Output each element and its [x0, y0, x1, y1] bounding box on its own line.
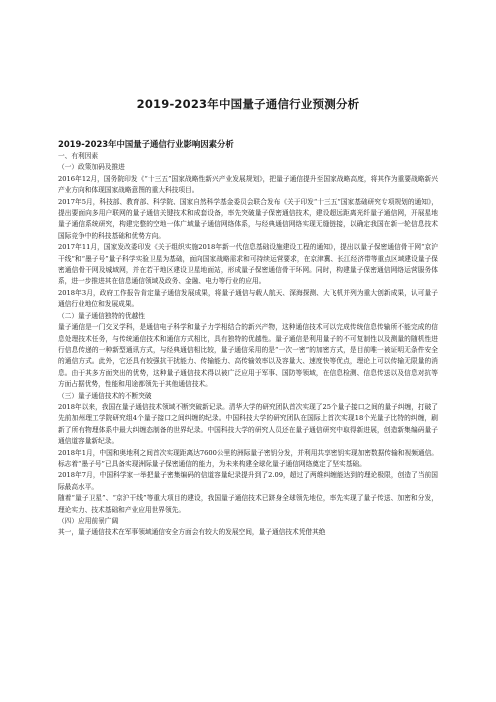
paragraph: 随着“量子卫星”、“京沪干线”等重大项目的建设，我国量子通信技术已跻身全球领先地位，率先实现了量子传送、加密和分发，理论实力、技术基础和产业应用世界领先。: [58, 494, 438, 514]
document-title: 2019-2023年中国量子通信行业预测分析: [136, 97, 360, 111]
paragraph: 2018年以来，我国在量子通信技术领域不断突破新记录。清华大学的研究团队首次实现了25个量子接口之间的量子纠缠，打破了先前加州理工学院研究组4个量子接口之间纠缠的纪录。中国科技大学的研究团队在国际上首次实现18个光量子比特的纠缠，刷新了所有物理体系中最大纠缠态制备的世界纪录。中国科技大学的研究人员还在量子通信研究中取得新进展，创造新集编码量子通信道容量新纪录。: [58, 402, 438, 446]
paragraph: 2018年1月，中国和奥地利之间首次实现距离达7600公里的洲际量子密钥分发，并利用共享密钥实现加密数据传输和视频通信。标志着“墨子号”已具备实现洲际量子保密通信的能力，为未来构建全球化量子通信网络奠定了坚实基础。: [58, 448, 438, 468]
subheading: （一）政策加码及推进: [58, 163, 125, 172]
paragraph: 其一，量子通信技术在军事领域通信安全方面会有较大的发展空间，量子通信技术凭借其绝: [58, 528, 326, 537]
subheading: 一、有利因素: [58, 152, 99, 160]
document-body: [58, 151, 438, 539]
paragraph: 量子通信是一门交叉学科，是通信电子科学和量子力学相结合的新兴产物，这种通信技术可以完成传统信息传输所不能完成的信息处理技术任务，与传统通信技术和通信方式相比，具有独特的优越性。量子通信是利用量子的不可复制性以及测量的随机性进行信息传递的一种新型通讯方式，与经典通信相比较，量子通信采用的是“一次一密”的加密方式，是目前唯一被证明无条件安全的通信方式。此外，它还具有较强抗干扰能力、传输能力、高传输效率以及容量大、速度快等优点，理论上可以传输无限量的消息。由于其多方面突出的优势，这种量子通信技术得以被广泛应用于军事、国防等领域，在信息检测、信息传送以及信息对抗等方面占据优势，性能和用途都领先于其他通信技术。: [58, 323, 438, 389]
paragraph: 2018年3月，政府工作报告肯定量子通信发展成果，将量子通信与载人航天、深海探测、大飞机并列为重大创新成果，认可量子通信行业地位和发展成果。: [58, 288, 438, 309]
subheading: （三）量子通信技术的不断突破: [58, 391, 152, 400]
paragraph: 2016年12月，国务院印发《“十三五”国家战略性新兴产业发展规划》，把量子通信提升至国家战略高度，将其作为重要战略新兴产业方向和体现国家战略意图的重大科技项目。: [58, 174, 438, 195]
paragraph: 2017年5月，科技部、教育部、科学院、国家自然科学基金委员会联合发布《关于印发“十三五”国家基础研究专项规划的通知》，提出要面向多用户联网的量子通信关键技术和成套设备，率先突破量子保密通信技术，建设超远距离光纤量子通信网，开展星地量子通信系统研究，构建完整的空地一体广域量子通信网络体系，与经典通信网络实现无缝链接，以确定我国在新一轮信息技术国际竞争中的科技基础和优势方向。: [58, 197, 438, 240]
subheading: （二）量子通信独特的优越性: [58, 311, 145, 320]
section-title: 2019-2023年中国量子通信行业影响因素分析: [58, 139, 234, 149]
paragraph: 2017年11月，国家发改委印发《关于组织实施2018年新一代信息基础设施建设工程的通知》，提出以量子保密通信骨干网“京沪干线”和“墨子号”量子科学实验卫星为基础，面向国家战略需求和可持续运营要求，在京津冀、长江经济带等重点区域建设量子保密通信骨干网及城域网，并在若干地区建设卫星地面站，形成量子保密通信骨干环网。同时，构建量子保密通信网络运营服务体系，进一步推进其在信息通信领域及政务、金融、电力等行业的应用。: [58, 243, 438, 286]
subheading: （四）应用前景广阔: [58, 517, 119, 525]
paragraph: 2018年7月，中国科学家一举把量子密集编码的信道容量纪录提升到了2.09，超过了两维纠缠能达到的理论极限，创造了当前国际最高水平。: [58, 471, 438, 491]
